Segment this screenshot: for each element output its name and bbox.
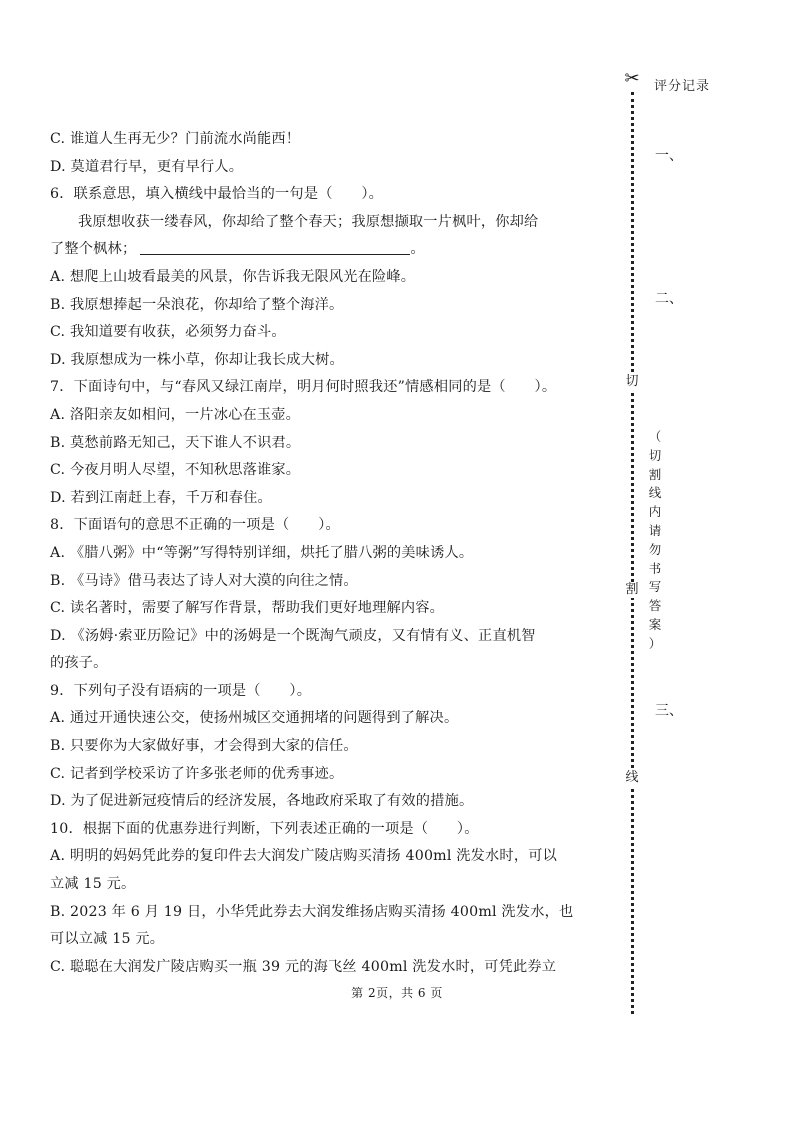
no-answer-notice: （ 切 割 线 内 请 勿 书 写 答 案 ） xyxy=(648,429,662,651)
answer-blank xyxy=(140,238,410,255)
option-line-continued: 可以立减 15 元。 xyxy=(50,931,165,948)
option-line: A. 洛阳亲友如相问，一片冰心在玉壶。 xyxy=(50,406,301,423)
option-line: A. 《腊八粥》中“等粥”写得特别详细，烘托了腊八粥的美味诱人。 xyxy=(50,544,474,561)
option-line: C. 今夜月明人尽望，不知秋思落谁家。 xyxy=(50,462,301,479)
question-7-stem: 7．下面诗句中，与“春风又绿江南岸，明月何时照我还”情感相同的是（ ）。 xyxy=(50,379,557,396)
question-6-passage-end: 了整个枫林； 。 xyxy=(50,236,610,264)
page-footer: 第 2页，共 6 页 xyxy=(351,986,443,1000)
option-line: A. 明明的妈妈凭此券的复印件去大润发广陵店购买清扬 400ml 洗发水时，可以 xyxy=(50,848,557,865)
option-line-continued: 立减 15 元。 xyxy=(50,876,136,893)
option-line: D. 为了促进新冠疫情后的经济发展，各地政府采取了有效的措施。 xyxy=(50,793,474,810)
option-line: B. 莫愁前路无知己，天下谁人不识君。 xyxy=(50,434,301,451)
cut-dotted-line xyxy=(631,92,634,1014)
scissors-icon: ✂ xyxy=(621,68,643,90)
question-10-stem: 10．根据下面的优惠券进行判断，下列表述正确的一项是（ ）。 xyxy=(50,820,479,837)
option-line: B. 我原想捧起一朵浪花，你却给了整个海洋。 xyxy=(50,296,344,313)
question-8-stem: 8．下面语句的意思不正确的一项是（ ）。 xyxy=(50,517,340,534)
option-line: A. 通过开通快速公交，使扬州城区交通拥堵的问题得到了解决。 xyxy=(50,710,459,727)
question-column xyxy=(50,126,610,981)
option-line: B. 只要你为大家做好事，才会得到大家的信任。 xyxy=(50,738,358,755)
option-line: C. 读名著时，需要了解写作背景，帮助我们更好地理解内容。 xyxy=(50,600,445,617)
option-line: C. 我知道要有收获，必须努力奋斗。 xyxy=(50,324,286,341)
option-line: C. 聪聪在大润发广陵店购买一瓶 39 元的海飞丝 400ml 洗发水时，可凭此券立 xyxy=(50,958,557,975)
option-line: C. 谁道人生再无少？门前流水尚能西！ xyxy=(50,131,301,147)
option-line: D. 莫道君行早，更有早行人。 xyxy=(50,158,244,175)
option-line: D. 《汤姆·索亚历险记》中的汤姆是一个既淘气顽皮，又有情有义、正直机智 xyxy=(50,627,536,644)
cut-line-char: 切 xyxy=(620,374,644,390)
option-line-continued: 的孩子。 xyxy=(50,655,108,672)
question-6-passage: 我原想收获一缕春风，你却给了整个春天；我原想撷取一片枫叶，你却给 xyxy=(78,213,539,230)
option-line: D. 若到江南赶上春，千万和春住。 xyxy=(50,489,272,506)
question-6-stem: 6．联系意思，填入横线中最恰当的一句是（ ）。 xyxy=(50,186,384,203)
option-line: B. 《马诗》借马表达了诗人对大漠的向往之情。 xyxy=(50,572,358,589)
section-label: 一、 xyxy=(655,148,683,164)
option-line: B. 2023 年 6 月 19 日，小华凭此券去大润发维扬店购买清扬 400ml 洗发水，也 xyxy=(50,903,574,920)
question-9-stem: 9．下列句子没有语病的一项是（ ）。 xyxy=(50,682,312,699)
section-label: 三、 xyxy=(655,703,683,719)
option-line: C. 记者到学校采访了许多张老师的优秀事迹。 xyxy=(50,765,344,782)
option-line: D. 我原想成为一株小草，你却让我长成大树。 xyxy=(50,351,344,368)
score-record-title: 评分记录 xyxy=(654,79,711,94)
section-label: 二、 xyxy=(655,291,683,307)
cut-line-char: 割 xyxy=(620,582,644,598)
option-line: A. 想爬上山坡看最美的风景，你告诉我无限风光在险峰。 xyxy=(50,268,416,285)
cut-line-char: 线 xyxy=(620,770,644,786)
